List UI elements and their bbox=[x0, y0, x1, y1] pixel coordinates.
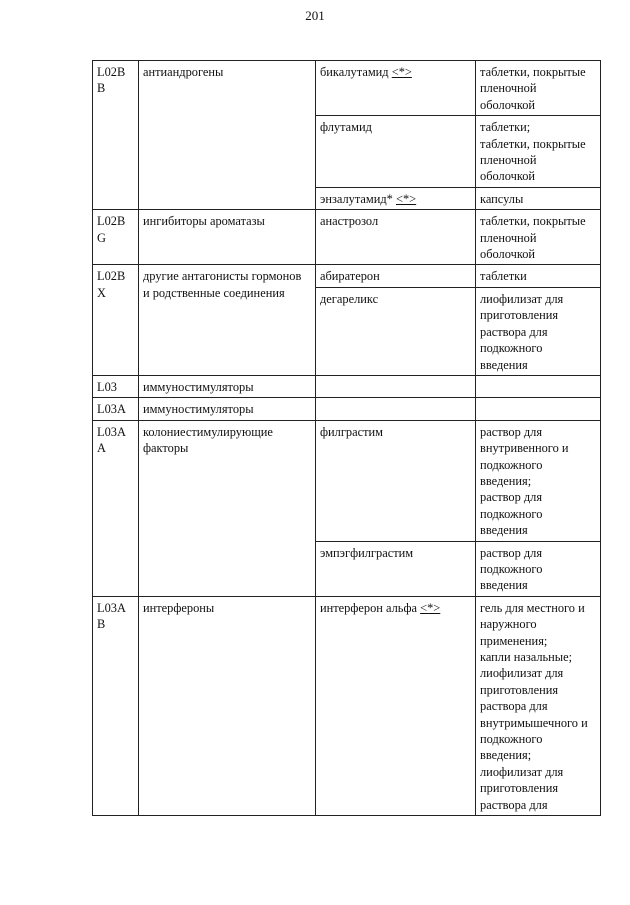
drug-name: филграстим bbox=[320, 424, 384, 439]
drug-name-cell bbox=[316, 420, 476, 541]
footnote-reference-link[interactable]: <*> bbox=[391, 65, 412, 79]
dosage-form-cell: таблетки; таблетки, покрытые пленочной оболочкой bbox=[476, 116, 601, 188]
atc-code-cell: L02BB bbox=[93, 61, 139, 210]
drug-name-cell bbox=[316, 61, 476, 116]
table-row bbox=[93, 420, 601, 541]
atc-code-cell: L03 bbox=[93, 375, 139, 397]
dosage-form-cell: таблетки, покрытые пленочной оболочкой bbox=[476, 210, 601, 265]
atc-code-cell: L02BG bbox=[93, 210, 139, 265]
footnote-reference-link[interactable]: <*> bbox=[395, 191, 417, 206]
anatomical-therapeutic-group-cell: иммуностимуляторы bbox=[139, 375, 316, 397]
table-row bbox=[93, 375, 601, 397]
footnote-reference-link[interactable]: <*> bbox=[420, 600, 441, 615]
atc-code-cell: L03A bbox=[93, 398, 139, 420]
dosage-form-cell: гель для местного и наружного применения; капли назальные; лиофилизат для приготовления раствора для внутримышечного и подкожного введения; лиофилизат для приготовления раствора для bbox=[476, 596, 601, 815]
table-row bbox=[93, 61, 601, 116]
drug-table bbox=[92, 60, 601, 816]
anatomical-therapeutic-group-cell: ингибиторы ароматазы bbox=[139, 210, 316, 265]
dosage-form-cell bbox=[476, 375, 601, 397]
drug-name-cell bbox=[316, 375, 476, 397]
drug-name: энзалутамид* bbox=[320, 191, 393, 206]
drug-name: эмпэгфилграстим bbox=[320, 545, 414, 560]
anatomical-therapeutic-group-cell: иммуностимуляторы bbox=[139, 398, 316, 420]
drug-name: абиратерон bbox=[320, 269, 380, 284]
table-row bbox=[93, 265, 601, 287]
dosage-form-cell: раствор для подкожного введения bbox=[476, 541, 601, 596]
drug-name-cell bbox=[316, 398, 476, 420]
drug-name: анастрозол bbox=[320, 214, 379, 229]
anatomical-therapeutic-group-cell: антиандрогены bbox=[139, 61, 316, 210]
drug-name-cell bbox=[316, 116, 476, 188]
drug-name: флутамид bbox=[320, 120, 372, 135]
drug-name-cell bbox=[316, 187, 476, 209]
drug-name-cell bbox=[316, 210, 476, 265]
drug-name: интерферон альфа bbox=[320, 600, 417, 615]
table-row bbox=[93, 210, 601, 265]
drug-name-cell bbox=[316, 287, 476, 375]
dosage-form-cell bbox=[476, 398, 601, 420]
dosage-form-cell: лиофилизат для приготовления раствора для подкожного введения bbox=[476, 287, 601, 375]
drug-name: дегареликс bbox=[320, 291, 379, 306]
anatomical-therapeutic-group-cell: колониестимулирующие факторы bbox=[139, 420, 316, 596]
atc-code-cell: L03A A bbox=[93, 420, 139, 596]
dosage-form-cell: таблетки bbox=[476, 265, 601, 287]
dosage-form-cell: раствор для внутривенного и подкожного введения; раствор для подкожного введения bbox=[476, 420, 601, 541]
table-row bbox=[93, 596, 601, 815]
drug-name-cell bbox=[316, 596, 476, 815]
dosage-form-cell: таблетки, покрытые пленочной оболочкой bbox=[476, 61, 601, 116]
table-row bbox=[93, 398, 601, 420]
dosage-form-cell: капсулы bbox=[476, 187, 601, 209]
anatomical-therapeutic-group-cell: интерфероны bbox=[139, 596, 316, 815]
drug-name-cell bbox=[316, 541, 476, 596]
atc-code-cell: L02BX bbox=[93, 265, 139, 375]
drug-name: бикалутамид bbox=[320, 65, 389, 79]
page-number: 201 bbox=[305, 8, 325, 23]
anatomical-therapeutic-group-cell: другие антагонисты гормонов и родственные соединения bbox=[139, 265, 316, 375]
drug-name-cell bbox=[316, 265, 476, 287]
atc-code-cell: L03AB bbox=[93, 596, 139, 815]
